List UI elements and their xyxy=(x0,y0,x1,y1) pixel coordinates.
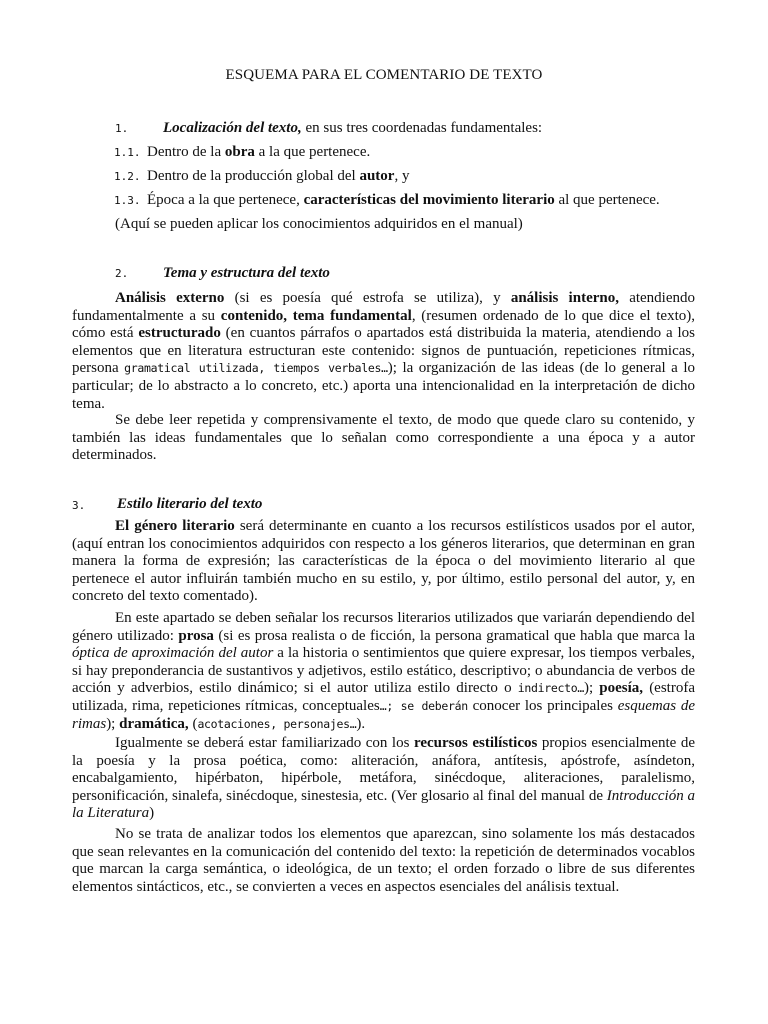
section-3-paragraph-3: Igualmente se deberá estar familiarizado con los recursos estilísticos propios esencialmente de la poesía y la prosa poética, como: aliteración, anáfora, antítesis, apóstrofe, asíndeton, encabalgamiento, hipérbaton, hipérbole, metáfora, sinécdoque, aliteraciones, paralelismo, personificación, sinalefa, sinécdoque, sinestesia, etc. (Ver glosario al final del manual de Introducción a la Literatura) xyxy=(72,735,695,822)
item-1-2-number: 1.2. xyxy=(114,170,141,183)
section-1-heading-rest: en sus tres coordenadas fundamentales: xyxy=(301,120,543,136)
section-2-paragraph-2: Se debe leer repetida y comprensivamente el texto, de modo que quede claro su contenido, y también las ideas fundamentales que lo señalan como correspondiente a una época y a autor determinados. xyxy=(72,412,695,464)
section-1-number: 1. xyxy=(115,122,129,135)
document-title: ESQUEMA PARA EL COMENTARIO DE TEXTO xyxy=(225,67,543,83)
item-1-1-text: Dentro de la obra a la que pertenece. xyxy=(147,144,371,160)
item-1-2-text: Dentro de la producción global del autor, y xyxy=(147,168,410,184)
section-2-number: 2. xyxy=(115,267,129,280)
section-1-heading: Localización del texto, xyxy=(163,120,302,136)
section-3-paragraph-4: No se trata de analizar todos los elementos que aparezcan, sino solamente los más destacados que sean relevantes en la comunicación del contenido del texto: la repetición de determinados vocablos que marcan la carga semántica, o ideológica, de un texto; el orden forzado o libre de sus diferentes elementos sintácticos, etc., se convierten a veces en aspectos esenciales del análisis textual. xyxy=(72,826,695,895)
section-1-heading-line xyxy=(163,119,542,137)
section-2-heading: Tema y estructura del texto xyxy=(163,265,330,281)
section-3-heading: Estilo literario del texto xyxy=(117,496,263,512)
item-1-3-text: Época a la que pertenece, características del movimiento literario al que pertenece. xyxy=(147,192,660,208)
section-1-note: (Aquí se pueden aplicar los conocimientos adquiridos en el manual) xyxy=(115,216,523,232)
item-1-3-number: 1.3. xyxy=(114,194,141,207)
section-3-paragraph-1: El género literario será determinante en cuanto a los recursos estilísticos usados por el autor,(aquí entran los conocimientos adquiridos con respecto a los géneros literarios, que determinan en gran manera la forma de expresión; las características de la época o del movimiento literario al que pertenece el autor influirán también mucho en su estilo, y, por último, estilo personal del autor, y, en concreto del texto comentado). xyxy=(72,518,695,605)
section-3-number: 3. xyxy=(72,499,86,512)
section-3-paragraph-2: En este apartado se deben señalar los recursos literarios utilizados que variarán dependiendo del género utilizado: prosa (si es prosa realista o de ficción, la persona gramatical que habla que marca la óptica de aproximación del autor a la historia o sentimientos que quiere expresar, los tiempos verbales, si hay preponderancia de sustantivos y adjetivos, estilo estático, descriptivo; o abundancia de verbos de acción y adverbios, estilo dinámico; si el autor utiliza estilo directo o indirecto…); poesía, (estrofa utilizada, rima, repeticiones rítmicas, conceptuales…; se deberán conocer los principales esquemas de rimas); dramática, (acotaciones, personajes…). xyxy=(72,610,696,732)
section-2-paragraph-1: Análisis externo (si es poesía qué estrofa se utiliza), y análisis interno, atendiendo fundamentalmente a su contenido, tema fundamental, (resumen ordenado de lo que dice el texto), cómo está estructurado (en cuantos párrafos o apartados está distribuida la materia, atendiendo a los elementos que en literatura estructuran este contenido: signos de puntuación, repeticiones rítmicas, persona gramatical utilizada, tiempos verbales…); la organización de las ideas (de lo general a lo particular; de lo abstracto a lo concreto, etc.) aporta una intencionalidad en la interpretación de dicho tema. xyxy=(72,290,696,412)
item-1-1-number: 1.1. xyxy=(114,146,141,159)
